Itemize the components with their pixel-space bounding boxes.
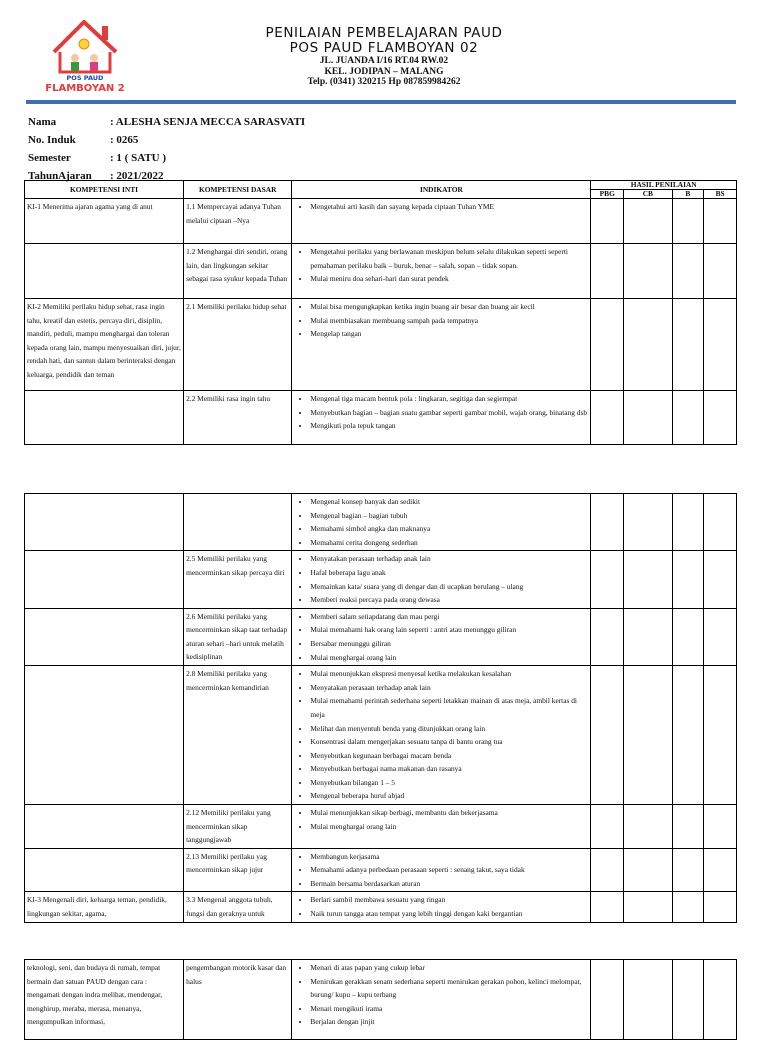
indikator-item: • Memahami cerita dongeng sederhan	[310, 536, 588, 550]
indikator-item: • Melihat dan menyentuh benda yang ditunjukkan orang lain	[310, 722, 588, 736]
indikator-item: • Mengikuti pola tepuk tangan	[310, 419, 588, 433]
score-cell-cb[interactable]	[624, 299, 673, 391]
semester-value: : 1 ( SATU )	[110, 152, 167, 164]
kompetensi-dasar-cell: 1.2 Menghargai diri sendiri, orang lain, dan lingkungan sekitar sebagai rasa syukur kepada Tuhan	[184, 244, 292, 299]
score-cell-b[interactable]	[672, 805, 704, 849]
id-label: No. Induk	[28, 134, 76, 146]
table-row	[25, 608, 737, 665]
score-cell-cb[interactable]	[624, 551, 673, 608]
score-cell-bs[interactable]	[704, 608, 737, 665]
kompetensi-dasar-cell: 2.12 Memiliki perilaku yang mencerminkan sikap tanggungjawab	[184, 805, 292, 849]
score-cell-cb[interactable]	[624, 244, 673, 299]
indikator-cell	[292, 551, 591, 608]
indikator-cell	[292, 494, 591, 551]
score-cell-pbg[interactable]	[591, 494, 624, 551]
table-row	[25, 299, 737, 391]
header-cb: CB	[624, 190, 673, 199]
score-cell-bs[interactable]	[704, 299, 737, 391]
kompetensi-inti-cell	[25, 551, 184, 608]
indikator-item: • Mengenal beberapa huruf abjad	[310, 789, 588, 803]
indikator-cell	[292, 848, 591, 892]
score-cell-bs[interactable]	[704, 199, 737, 244]
header-hasil: HASIL PENILAIAN	[591, 181, 737, 190]
header-ki: KOMPETENSI INTI	[25, 181, 184, 199]
name-label: Nama	[28, 116, 57, 128]
score-cell-bs[interactable]	[704, 960, 737, 1040]
indikator-cell	[292, 299, 591, 391]
indikator-item: • Hafal beberapa lagu anak	[310, 566, 588, 580]
table-row	[25, 666, 737, 805]
indikator-cell	[292, 244, 591, 299]
address-line-1: JL. JUANDA I/16 RT.04 RW.02	[319, 56, 449, 66]
header-b: B	[672, 190, 704, 199]
score-cell-cb[interactable]	[624, 892, 673, 922]
indikator-item: • Bermain bersama berdasarkan aturan	[310, 877, 588, 891]
table-row	[25, 199, 737, 244]
kompetensi-dasar-cell: 3.3 Mengenal anggota tubuh, fungsi dan geraknya untuk	[184, 892, 292, 922]
indikator-item: • Bersabar menunggu giliran	[310, 637, 588, 651]
indikator-cell	[292, 199, 591, 244]
kompetensi-dasar-cell	[184, 494, 292, 551]
score-cell-b[interactable]	[672, 199, 704, 244]
indikator-item: • Mengelap tangan	[310, 327, 588, 341]
indikator-item: • Menyatakan perasaan terhadap anak lain	[310, 552, 588, 566]
indikator-cell	[292, 892, 591, 922]
assessment-table-1	[24, 180, 737, 445]
score-cell-cb[interactable]	[624, 848, 673, 892]
score-cell-b[interactable]	[672, 391, 704, 445]
kompetensi-dasar-cell: pengembangan motorik kasar dan halus	[184, 960, 292, 1040]
indikator-item: • Mulai menghargai orang lain	[310, 820, 588, 834]
indikator-item: • Memahami adanya perbedaan perasaan seperti : senang takut, saya tidak	[310, 863, 588, 877]
indikator-item: • Memberi salam setiapdatang dan mau pergi	[310, 610, 588, 624]
score-cell-pbg[interactable]	[591, 551, 624, 608]
indikator-item: • Mulai meniru doa sehari-hari dan surat pendek	[310, 272, 588, 286]
table-row	[25, 494, 737, 551]
score-cell-pbg[interactable]	[591, 608, 624, 665]
year-value: : 2021/2022	[110, 170, 164, 182]
indikator-item: • Konsentrasi dalam mengerjakan sesuatu tanpa di bantu orang tua	[310, 735, 588, 749]
table-row	[25, 244, 737, 299]
table-row	[25, 960, 737, 1040]
header-pbg: PBG	[591, 190, 624, 199]
student-info	[28, 116, 305, 188]
score-cell-b[interactable]	[672, 494, 704, 551]
letterhead	[200, 26, 568, 88]
year-label: TahunAjaran	[28, 170, 92, 182]
score-cell-b[interactable]	[672, 551, 704, 608]
indikator-item: • Memainkan kata/ suara yang di dengar dan di ucapkan berulang – ulang	[310, 580, 588, 594]
score-cell-cb[interactable]	[624, 960, 673, 1040]
kompetensi-inti-cell	[25, 244, 184, 299]
indikator-item: • Menyatakan perasaan terhadap anak lain	[310, 681, 588, 695]
indikator-cell	[292, 666, 591, 805]
score-cell-b[interactable]	[672, 244, 704, 299]
phone-line: Telp. (0341) 320215 Hp 087859984262	[307, 77, 461, 87]
table-row	[25, 551, 737, 608]
score-cell-bs[interactable]	[704, 494, 737, 551]
indikator-item: • Mulai bisa mengungkapkan ketika ingin buang air besar dan buang air kecil	[310, 300, 588, 314]
score-cell-bs[interactable]	[704, 551, 737, 608]
table-row	[25, 391, 737, 445]
semester-label: Semester	[28, 152, 71, 164]
score-cell-cb[interactable]	[624, 666, 673, 805]
kompetensi-dasar-cell: 1.1 Mempercayai adanya Tuhan melalui ciptaan –Nya	[184, 199, 292, 244]
title-line-2: POS PAUD FLAMBOYAN 02	[289, 40, 479, 56]
score-cell-b[interactable]	[672, 666, 704, 805]
score-cell-bs[interactable]	[704, 848, 737, 892]
assessment-table-2	[24, 493, 737, 923]
score-cell-cb[interactable]	[624, 608, 673, 665]
indikator-item: • Menyebutkan bilangan 1 – 5	[310, 776, 588, 790]
kompetensi-inti-cell	[25, 848, 184, 892]
score-cell-bs[interactable]	[704, 391, 737, 445]
score-cell-pbg[interactable]	[591, 960, 624, 1040]
kompetensi-inti-cell: KI-1 Menerima ajaran agama yang di anut	[25, 199, 184, 244]
score-cell-cb[interactable]	[624, 199, 673, 244]
indikator-item: • Mulai menghargai orang lain	[310, 651, 588, 665]
kompetensi-dasar-cell: 2.13 Memiliki perilaku yag mencerminkan sikap jujur	[184, 848, 292, 892]
indikator-item: • Memahami simbol angka dan maknanya	[310, 522, 588, 536]
indikator-item: • Mengenal tiga macam bentuk pola : lingkaran, segitiga dan segiempat	[310, 392, 588, 406]
indikator-item: • Menari mengikuti irama	[310, 1002, 588, 1016]
kompetensi-dasar-cell: 2.1 Memiliki perilaku hidup sehat	[184, 299, 292, 391]
indikator-item: • Mulai memahami perintah sederhana seperti letakkan mainan di atas meja, ambil kertas di meja	[310, 694, 588, 721]
indikator-item: • Menari di atas papan yang cukup lebar	[310, 961, 588, 975]
indikator-item: • Menyebutkan berbagai nama makanan dan rasanya	[310, 762, 588, 776]
kompetensi-inti-cell: teknologi, seni, dan budaya di rumah, tempat bermain dan satuan PAUD dengan cara : mengamati dengan indra melihat, mendengar, menghirup, meraba, merasa, menanya, mengumpulkan informasi,	[25, 960, 184, 1040]
score-cell-b[interactable]	[672, 892, 704, 922]
id-value: : 0265	[110, 134, 139, 146]
score-cell-pbg[interactable]	[591, 848, 624, 892]
kompetensi-dasar-cell: 2.2 Memiliki rasa ingin tahu	[184, 391, 292, 445]
indikator-item: • Menirukan gerakkan senam sederhana seperti menirukan gerakan pohon, kelinci melompat, burung/ kupu – kupu terbang	[310, 975, 588, 1002]
indikator-item: • Membangun kerjasama	[310, 850, 588, 864]
table-row	[25, 848, 737, 892]
indikator-item: • Naik turun tangga atau tempat yang lebih tinggi dengan kaki bergantian	[310, 907, 588, 921]
indikator-item: • Menyebutkan kegunaan berbagai macam benda	[310, 749, 588, 763]
indikator-item: • Memberi reaksi percaya pada orang dewasa	[310, 593, 588, 607]
indikator-cell	[292, 391, 591, 445]
kompetensi-dasar-cell: 2.5 Memiliki perilaku yang mencerminkan sikap percaya diri	[184, 551, 292, 608]
kompetensi-dasar-cell: 2.6 Memiliki perilaku yang mencerminkan sikap taat terhadap aturan sehari –hari untuk melatih kedisiplinan	[184, 608, 292, 665]
score-cell-b[interactable]	[672, 848, 704, 892]
score-cell-b[interactable]	[672, 960, 704, 1040]
score-cell-bs[interactable]	[704, 666, 737, 805]
score-cell-pbg[interactable]	[591, 805, 624, 849]
indikator-item: • Berlari sambil membawa sesuatu yang ringan	[310, 893, 588, 907]
kompetensi-inti-cell	[25, 494, 184, 551]
school-logo	[44, 16, 126, 94]
logo-text-bottom: FLAMBOYAN 2	[45, 83, 125, 94]
header-kd: KOMPETENSI DASAR	[184, 181, 292, 199]
address-line-2: KEL. JODIPAN – MALANG	[324, 66, 444, 77]
indikator-item: • Mengenal bagian – bagian tubuh	[310, 509, 588, 523]
score-cell-b[interactable]	[672, 299, 704, 391]
kompetensi-inti-cell	[25, 805, 184, 849]
score-cell-pbg[interactable]	[591, 244, 624, 299]
indikator-item: • Mulai menunjukkan ekspresi menyesal ketika melakukan kesalahan	[310, 667, 588, 681]
score-cell-cb[interactable]	[624, 391, 673, 445]
score-cell-cb[interactable]	[624, 805, 673, 849]
table-row	[25, 805, 737, 849]
score-cell-bs[interactable]	[704, 892, 737, 922]
title-line-1: PENILAIAN PEMBELAJARAN PAUD	[265, 25, 503, 41]
header-rule	[26, 100, 736, 104]
score-cell-bs[interactable]	[704, 244, 737, 299]
indikator-item: • Mengenal konsep banyak dan sedikit	[310, 495, 588, 509]
kompetensi-dasar-cell: 2.8 Memiliki perilaku yang mencerminkan kemandirian	[184, 666, 292, 805]
score-cell-pbg[interactable]	[591, 199, 624, 244]
indikator-cell	[292, 608, 591, 665]
header-bs: BS	[704, 190, 737, 199]
header-indikator: INDIKATOR	[292, 181, 591, 199]
name-value: : ALESHA SENJA MECCA SARASVATI	[110, 116, 306, 128]
indikator-item: • Mengetahui perilaku yang berlawanan meskipun belum selalu dilakukan seperti seperti pemahaman perilaku baik – buruk, benar – salah, sopan – tidak sopan.	[310, 245, 588, 272]
score-cell-pbg[interactable]	[591, 391, 624, 445]
indikator-item: • Mulai membiasakan membuang sampah pada tempatnya	[310, 314, 588, 328]
score-cell-bs[interactable]	[704, 805, 737, 849]
score-cell-pbg[interactable]	[591, 666, 624, 805]
indikator-item: • Menyebutkan bagian – bagian suatu gambar seperti gambar mobil, wajah orang, binatang dsb	[310, 406, 588, 420]
score-cell-b[interactable]	[672, 608, 704, 665]
indikator-item: • Mengetahui arti kasih dan sayang kepada ciptaan Tuhan YME	[310, 200, 588, 214]
score-cell-pbg[interactable]	[591, 892, 624, 922]
kompetensi-inti-cell	[25, 608, 184, 665]
indikator-cell	[292, 960, 591, 1040]
assessment-table-3	[24, 959, 737, 1040]
indikator-cell	[292, 805, 591, 849]
table-row	[25, 892, 737, 922]
indikator-item: • Berjalan dengan jinjit	[310, 1015, 588, 1029]
kompetensi-inti-cell: KI-3 Mengenali diri, keluarga teman, pendidik, lingkungan sekitar, agama,	[25, 892, 184, 922]
kompetensi-inti-cell: KI-2 Memiliki perilaku hidup sehat, rasa ingin tahu, kreatif dan estetis, percaya diri, disiplin, mandiri, peduli, mampu menghargai dan toleran kepada orang lain, mampu menyesuaikan diri, jujur, rendah hati, dan santun dalam berinteraksi dengan keluarga, pendidik dan teman	[25, 299, 184, 391]
logo-text-top: POS PAUD	[66, 74, 104, 82]
score-cell-cb[interactable]	[624, 494, 673, 551]
kompetensi-inti-cell	[25, 391, 184, 445]
kompetensi-inti-cell	[25, 666, 184, 805]
indikator-item: • Mulai memahami hak orang lain seperti : antri atau menunggu giliran	[310, 623, 588, 637]
score-cell-pbg[interactable]	[591, 299, 624, 391]
indikator-item: • Mulai menunjukkan sikap berbagi, membantu dan bekerjasama	[310, 806, 588, 820]
